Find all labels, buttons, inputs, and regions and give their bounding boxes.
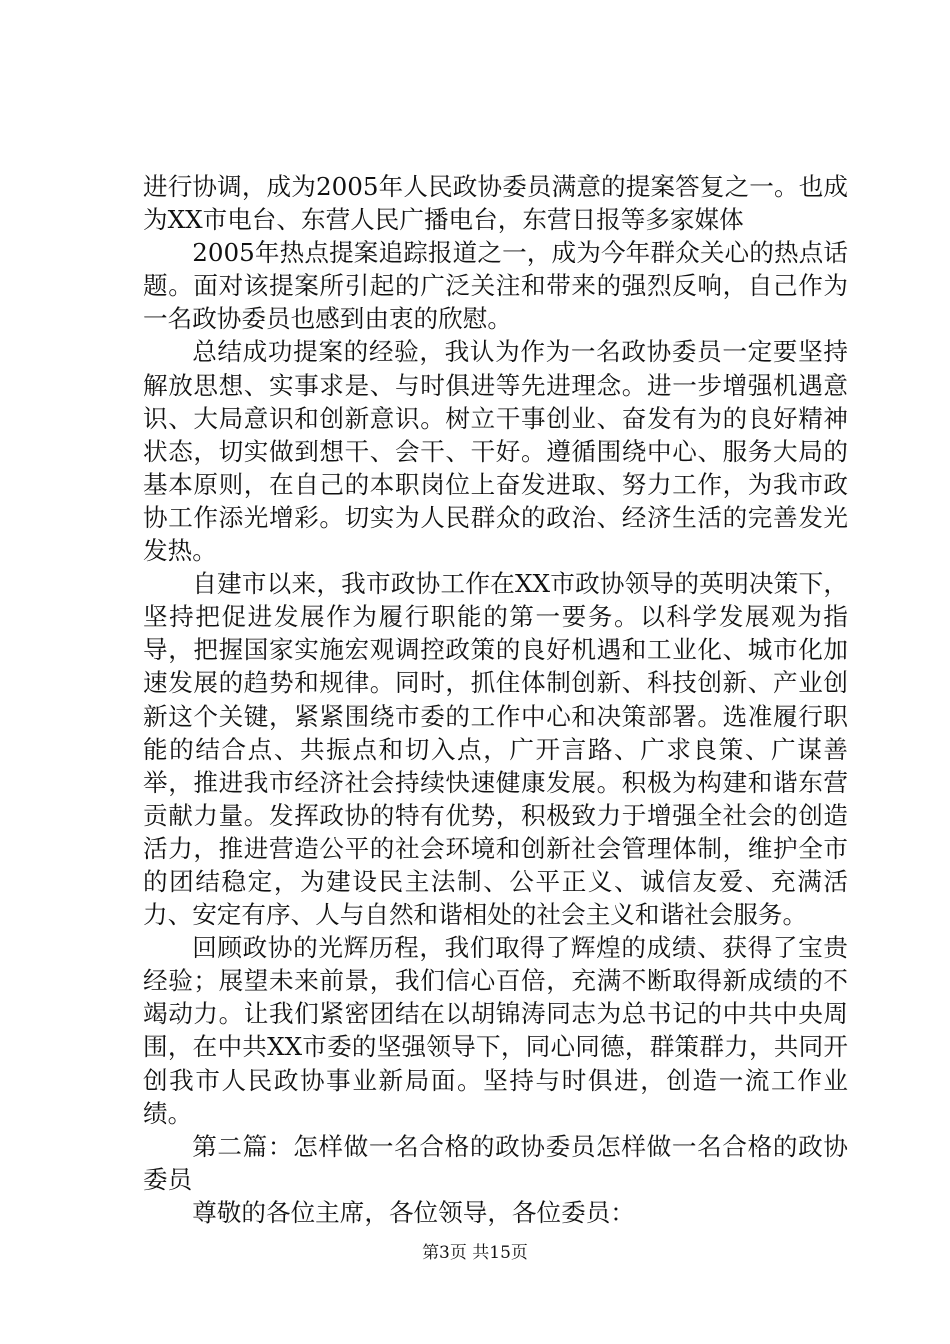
paragraph-5: 回顾政协的光辉历程，我们取得了辉煌的成绩、获得了宝贵经验；展望未来前景，我们信心百倍，充满不断取得新成绩的不竭动力。让我们紧密团结在以胡锦涛同志为总书记的中共中央周围，在中共XX市委的坚强领导下，同心同德，群策群力，共同开创我市人民政协事业新局面。坚持与时俱进，创造一流工作业绩。	[143, 933, 848, 1128]
paragraph-3: 总结成功提案的经验，我认为作为一名政协委员一定要坚持解放思想、实事求是、与时俱进等先进理念。进一步增强机遇意识、大局意识和创新意识。树立干事创业、奋发有为的良好精神状态，切实做到想干、会干、干好。遵循围绕中心、服务大局的基本原则，在自己的本职岗位上奋发进取、努力工作，为我市政协工作添光增彩。切实为人民群众的政治、经济生活的完善发光发热。	[143, 337, 848, 566]
salutation: 尊敬的各位主席，各位领导，各位委员：	[192, 1197, 635, 1227]
paragraph-4: 自建市以来，我市政协工作在XX市政协领导的英明决策下，坚持把促进发展作为履行职能的第一要务。以科学发展观为指导，把握国家实施宏观调控政策的良好机遇和工业化、城市化加速发展的趋势和规律。同时，抓住体制创新、科技创新、产业创新这个关键，紧紧围绕市委的工作中心和决策部署。选准履行职能的结合点、共振点和切入点，广开言路、广求良策、广谋善举，推进我市经济社会持续快速健康发展。积极为构建和谐东营贡献力量。发挥政协的特有优势，积极致力于增强全社会的创造活力，推进营造公平的社会环境和创新社会管理体制，维护全市的团结稳定，为建设民主法制、公平正义、诚信友爱、充满活力、安定有序、人与自然和谐相处的社会主义和谐社会服务。	[143, 569, 848, 930]
paragraph-2: 2005年热点提案追踪报道之一，成为今年群众关心的热点话题。面对该提案所引起的广泛关注和带来的强烈反响，自己作为一名政协委员也感到由衷的欣慰。	[143, 238, 848, 334]
paragraph-1: 进行协调，成为2005年人民政协委员满意的提案答复之一。也成为XX市电台、东营人民广播电台，东营日报等多家媒体	[143, 172, 848, 235]
document-body	[143, 170, 848, 1229]
section-heading: 第二篇：怎样做一名合格的政协委员怎样做一名合格的政协委员	[143, 1131, 848, 1194]
page-footer: 第3页 共15页	[422, 1243, 528, 1263]
